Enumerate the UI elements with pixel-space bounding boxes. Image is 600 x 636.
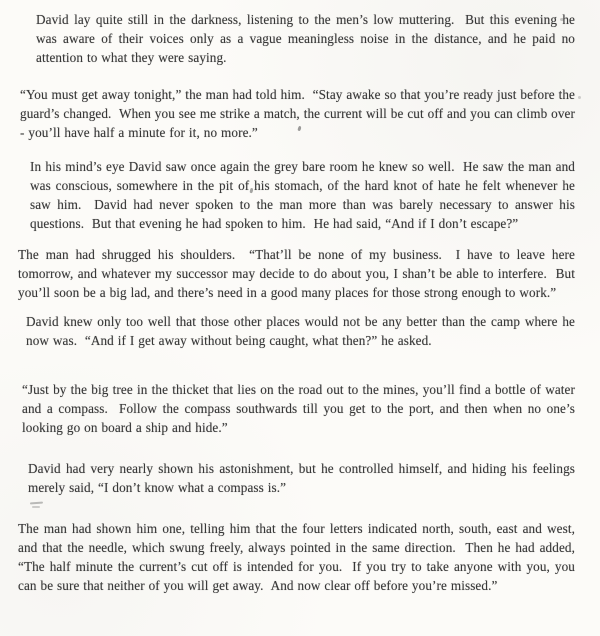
scan-speck bbox=[578, 96, 581, 99]
paragraph-7: David had very nearly shown his astonishment, but he controlled himself, and hiding his feelings merely said, “I don’t know what a compass is.” bbox=[28, 461, 579, 495]
scan-speck bbox=[560, 18, 564, 21]
paragraph-8: The man had shown him one, telling him that the four letters indicated north, south, east and west, and that the needle, which swung freely, always pointed in the same direction. Then he had added, “The half minute the current’s cut off is intended for you. If you try to take anyone with you, you can be sure that neither of you will get away. And now clear off before you’re missed.” bbox=[18, 521, 579, 593]
paragraph-2: “You must get away tonight,” the man had told him. “Stay awake so that you’re ready just before the guard’s changed. When you see me strike a match, the current will be cut off and you can climb over - you’ll have half a minute for it, no more.” bbox=[20, 87, 579, 140]
paragraph-5: David knew only too well that those other places would not be any better than the camp where he now was. “And if I get away without being caught, what then?” he asked. bbox=[26, 314, 579, 348]
paragraph-4: The man had shrugged his shoulders. “That’ll be none of my business. I have to leave here tomorrow, and whatever my successor may decide to do about you, I shan’t be able to interfere. But you’ll soon be a big lad, and there’s need in a good many places for those strong enough to work.” bbox=[18, 247, 579, 300]
paragraph-3: In his mind’s eye David saw once again the grey bare room he knew so well. He saw the man and was conscious, somewhere in the pit of his stomach, of the hard knot of hate he felt whenever he saw him. David had never spoken to the man more than was barely necessary to answer his questions. But that evening he had spoken to him. He had said, “And if I don’t escape?” bbox=[30, 159, 579, 231]
paragraph-1: David lay quite still in the darkness, listening to the men’s low muttering. But this evening he was aware of their voices only as a vague meaningless noise in the distance, and he paid no attention to what they were saying. bbox=[36, 12, 579, 65]
scan-smudge bbox=[32, 506, 40, 508]
scan-smudge bbox=[30, 502, 43, 505]
paragraph-6: “Just by the big tree in the thicket that lies on the road out to the mines, you’ll find a bottle of water and a compass. Follow the compass southwards till you get to the port, and then when no one’s looking go on board a ship and hide.” bbox=[22, 382, 579, 435]
